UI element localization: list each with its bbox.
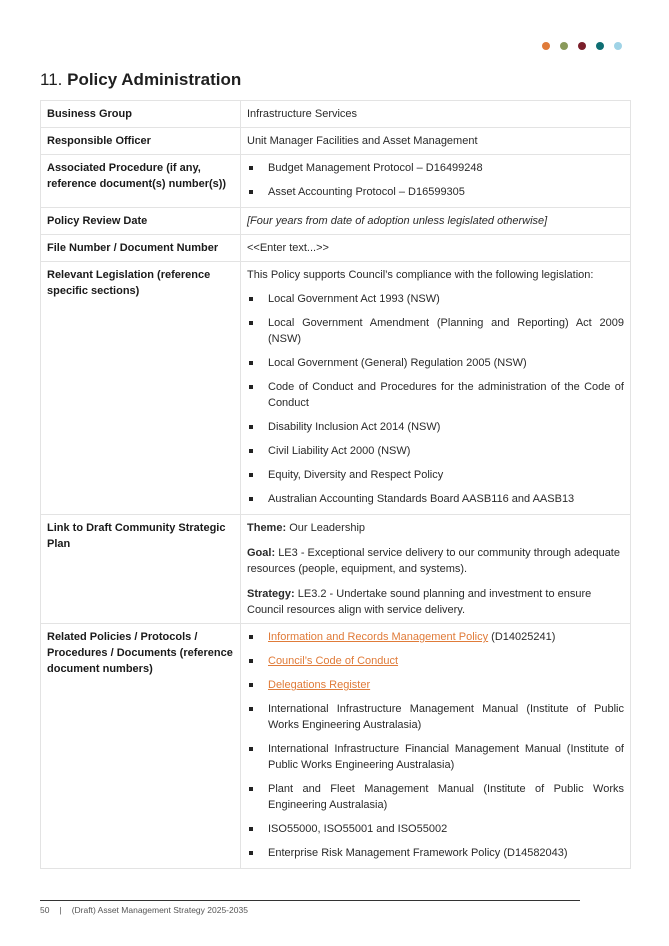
row-value: Infrastructure Services [241,101,631,128]
list-item [247,653,624,669]
row-label: Business Group [41,101,241,128]
list-item: Enterprise Risk Management Framework Policy (D14582043) [247,845,624,861]
row-value: <<Enter text...>> [241,235,631,262]
table-row [41,101,631,128]
strategy-label: Strategy: [247,588,295,600]
row-label: Relevant Legislation (reference specific sections) [41,262,241,515]
table-row [41,235,631,262]
list-item: Local Government Amendment (Planning and Reporting) Act 2009 (NSW) [247,315,624,347]
table-row [41,515,631,624]
row-label: Associated Procedure (if any, reference document(s) number(s)) [41,155,241,208]
table-row [41,262,631,515]
row-value: Unit Manager Facilities and Asset Management [241,128,631,155]
row-value [241,515,631,624]
bullet-list [247,291,624,507]
list-item [247,629,624,645]
row-label: File Number / Document Number [41,235,241,262]
list-item: Local Government (General) Regulation 2005 (NSW) [247,355,624,371]
decoration-dot-4 [596,42,604,50]
table-row [41,128,631,155]
row-value [241,155,631,208]
records-policy-number: (D14025241) [488,631,556,643]
list-item: International Infrastructure Management Manual (Institute of Public Works Engineering Australasia) [247,701,624,733]
policy-administration-table [40,100,631,869]
table-row [41,208,631,235]
decoration-dot-1 [542,42,550,50]
delegations-register-link[interactable]: Delegations Register [268,679,371,691]
section-title: Policy Administration [67,70,242,89]
row-value [241,624,631,869]
row-label: Related Policies / Protocols / Procedures / Documents (reference document numbers) [41,624,241,869]
table-row [41,624,631,869]
goal-value: LE3 - Exceptional service delivery to our community through adequate resources (people, equipment, and systems). [247,547,620,575]
theme-label: Theme: [247,522,287,534]
legislation-intro: This Policy supports Council’s compliance with the following legislation: [247,269,594,281]
list-item: Equity, Diversity and Respect Policy [247,467,624,483]
footer-separator: | [59,905,62,915]
theme-value: Our Leadership [289,522,366,534]
footer-divider [40,900,580,901]
strategy-paragraph [247,586,624,618]
page-footer [40,905,248,915]
footer-doc-title: (Draft) Asset Management Strategy 2025-2035 [71,905,248,915]
section-heading [40,70,241,90]
goal-label: Goal: [247,547,276,559]
theme-paragraph [247,520,624,536]
list-item: Australian Accounting Standards Board AASB116 and AASB13 [247,491,624,507]
bullet-list [247,629,624,861]
section-number: 11. [40,70,63,89]
list-item: Asset Accounting Protocol – D16599305 [247,184,624,200]
row-label: Policy Review Date [41,208,241,235]
list-item: ISO55000, ISO55001 and ISO55002 [247,821,624,837]
records-policy-link[interactable]: Information and Records Management Policy [268,631,489,643]
list-item [247,677,624,693]
header-decoration-dots [542,42,622,50]
bullet-list [247,160,624,200]
decoration-dot-2 [560,42,568,50]
row-label: Link to Draft Community Strategic Plan [41,515,241,624]
list-item: Plant and Fleet Management Manual (Institute of Public Works Engineering Australasia) [247,781,624,813]
row-label: Responsible Officer [41,128,241,155]
list-item: Civil Liability Act 2000 (NSW) [247,443,624,459]
goal-paragraph [247,545,624,577]
strategy-value: LE3.2 - Undertake sound planning and investment to ensure Council resources align with service delivery. [247,588,592,616]
list-item: International Infrastructure Financial Management Manual (Institute of Public Works Engineering Australasia) [247,741,624,773]
table-row [41,155,631,208]
row-value: [Four years from date of adoption unless legislated otherwise] [241,208,631,235]
list-item: Local Government Act 1993 (NSW) [247,291,624,307]
list-item: Budget Management Protocol – D16499248 [247,160,624,176]
page-number: 50 [40,905,50,915]
list-item: Disability Inclusion Act 2014 (NSW) [247,419,624,435]
decoration-dot-3 [578,42,586,50]
list-item: Code of Conduct and Procedures for the administration of the Code of Conduct [247,379,624,411]
code-of-conduct-link[interactable]: Council’s Code of Conduct [268,655,399,667]
decoration-dot-5 [614,42,622,50]
row-value [241,262,631,515]
